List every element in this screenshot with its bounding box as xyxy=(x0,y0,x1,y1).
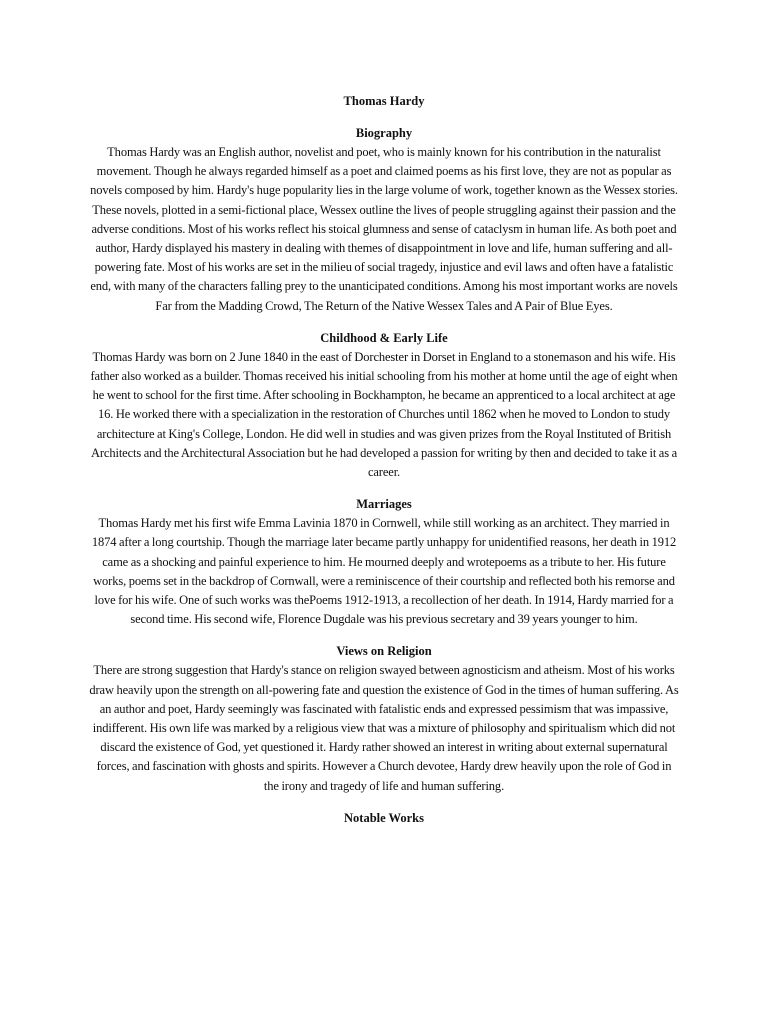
section-childhood-early-life xyxy=(88,329,680,482)
section-notable-works xyxy=(88,809,680,827)
section-views-on-religion xyxy=(88,642,680,795)
section-marriages xyxy=(88,495,680,629)
section-biography xyxy=(88,124,680,316)
section-paragraph: Thomas Hardy met his first wife Emma Lavinia 1870 in Cornwell, while still working as an architect. They married in 1874 after a long courtship. Though the marriage later became partly unhappy for unidentified reasons, her death in 1912 came as a shocking and painful experience to him. He mourned deeply and wrotepoems as a tribute to her. His future works, poems set in the backdrop of Cornwall, were a reminiscence of their courtship and reflected both his remorse and love for his wife. One of such works was thePoems 1912-1913, a recollection of her death. In 1914, Hardy married for a second time. His second wife, Florence Dugdale was his previous secretary and 39 years younger to him. xyxy=(91,516,677,627)
section-paragraph: There are strong suggestion that Hardy's stance on religion swayed between agnosticism and atheism. Most of his works draw heavily upon the strength on all-powering fate and question the existence of God in the times of human suffering. As an author and poet, Hardy seemingly was fascinated with fatalistic ends and expressed pessimism that was impassive, indifferent. His own life was marked by a religious view that was a mixture of philosophy and spiritualism which did not discard the existence of God, yet questioned it. Hardy rather showed an interest in writing about external supernatural forces, and fascination with ghosts and spirits. However a Church devotee, Hardy drew heavily upon the role of God in the irony and tragedy of life and human suffering. xyxy=(89,663,679,793)
document-title: Thomas Hardy xyxy=(343,94,425,108)
section-paragraph: Thomas Hardy was born on 2 June 1840 in the east of Dorchester in Dorset in England to a stonemason and his wife. His father also worked as a builder. Thomas received his initial schooling from his mother at home until the age of eight when he went to school for the first time. After schooling in Bockhampton, he became an apprenticed to a local architect at age 16. He worked there with a specialization in the restoration of Churches until 1862 when he moved to London to study architecture at King's College, London. He did well in studies and was given prizes from the Royal Instituted of British Architects and the Architectural Association but he had developed a passion for writing by then and decided to take it as a career. xyxy=(90,349,678,480)
section-heading: Marriages xyxy=(356,497,412,512)
section-heading: Notable Works xyxy=(344,810,424,825)
section-heading: Childhood & Early Life xyxy=(320,330,448,345)
section-heading: Views on Religion xyxy=(336,644,432,659)
section-heading: Biography xyxy=(355,126,413,140)
document-content xyxy=(88,92,680,840)
section-paragraph: Thomas Hardy was an English author, novelist and poet, who is mainly known for his contribution in the naturalist movement. Though he always regarded himself as a poet and claimed poems as his first love, they are not as popular as novels composed by him. Hardy's huge popularity lies in the large volume of work, together known as the Wessex stories. These novels, plotted in a semi-fictional place, Wessex outline the lives of people struggling against their passion and the adverse conditions. Most of his works reflect his stoical glumness and sense of cataclysm in human life. As both poet and author, Hardy displayed his mastery in dealing with themes of disappointment in love and life, human suffering and all-powering fate. Most of his works are set in the milieu of social tragedy, injustice and evil laws and often have a fatalistic end, with many of the characters falling prey to the unanticipated conditions. Among his most important works are novels Far from the Madding Crowd, The Return of the Native Wessex Tales and A Pair of Blue Eyes. xyxy=(90,145,678,313)
